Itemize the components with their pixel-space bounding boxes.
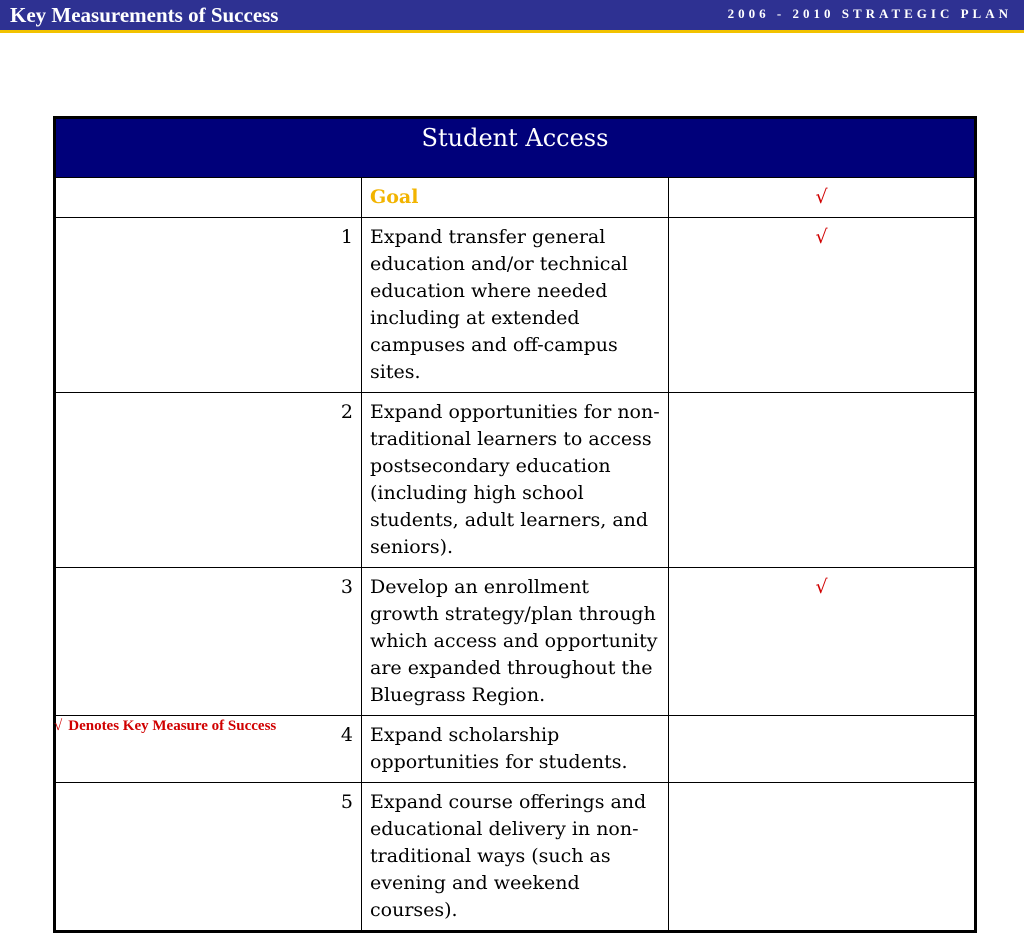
check-cell-empty xyxy=(669,716,976,783)
row-goal-text: Develop an enrollment growth strategy/plan through which access and opportunity are expanded throughout the Bluegrass Region. xyxy=(362,568,669,716)
check-cell-empty xyxy=(669,393,976,568)
check-mark-icon: √ xyxy=(669,568,976,716)
goal-header: Goal xyxy=(362,178,669,218)
table-title: Student Access xyxy=(55,118,976,178)
check-mark-icon: √ xyxy=(54,718,63,734)
plan-label: 2006 - 2010 STRATEGIC PLAN xyxy=(727,6,1012,21)
row-goal-text: Expand scholarship opportunities for students. xyxy=(362,716,669,783)
row-number: 1 xyxy=(55,218,362,393)
row-goal-text: Expand transfer general education and/or technical education where needed including at extended campuses and off-campus sites. xyxy=(362,218,669,393)
row-goal-text: Expand opportunities for non-traditional learners to access postsecondary education (including high school students, adult learners, and seniors). xyxy=(362,393,669,568)
table-row xyxy=(55,783,976,932)
row-number: 5 xyxy=(55,783,362,932)
table-row xyxy=(55,568,976,716)
page-title: Key Measurements of Success xyxy=(10,3,279,27)
check-mark-icon: √ xyxy=(669,178,976,218)
footnote-text: Denotes Key Measure of Success xyxy=(68,718,277,734)
footnote xyxy=(54,718,276,735)
goals-table xyxy=(53,116,977,933)
table-header-row xyxy=(55,178,976,218)
table-row xyxy=(55,393,976,568)
row-goal-text: Expand course offerings and educational delivery in non-traditional ways (such as evening and weekend courses). xyxy=(362,783,669,932)
row-number: 4 xyxy=(55,716,362,783)
table-row xyxy=(55,218,976,393)
check-mark-icon: √ xyxy=(669,218,976,393)
row-number: 3 xyxy=(55,568,362,716)
num-header-cell xyxy=(55,178,362,218)
check-cell-empty xyxy=(669,783,976,932)
row-number: 2 xyxy=(55,393,362,568)
header-divider xyxy=(0,30,1024,33)
table-title-row xyxy=(55,118,976,178)
